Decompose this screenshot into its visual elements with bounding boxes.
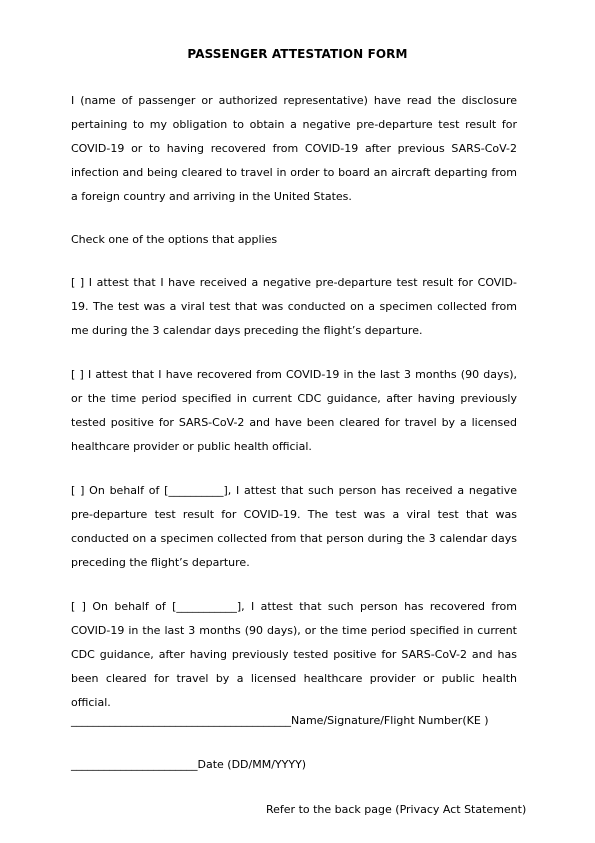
option-1-negative-test-self[interactable]: [ ] I attest that I have received a negative pre-departure test result for COVID-19. The test was a viral test that was conducted on a specimen collected from me during the 3 calendar days preceding the flight’s departure. — [71, 276, 517, 337]
refer-back-page-note: Refer to the back page (Privacy Act Statement) — [266, 803, 527, 816]
option-3-negative-test-on-behalf[interactable]: [ ] On behalf of [__________], I attest that such person has received a negative pre-departure test result for COVID-19. The test was a viral test that was conducted on a specimen collected from that person during the 3 calendar days preceding the flight’s departure. — [71, 484, 517, 569]
signature-field[interactable]: ________________________________________Name/Signature/Flight Number(KE ) — [71, 714, 489, 727]
form-title: PASSENGER ATTESTATION FORM — [187, 47, 408, 61]
option-2-recovered-self[interactable]: [ ] I attest that I have recovered from COVID-19 in the last 3 months (90 days), or the time period specified in current CDC guidance, after having previously tested positive for SARS-CoV-2 and have been cleared for travel by a licensed healthcare provider or public health official. — [71, 368, 517, 453]
option-4-recovered-on-behalf[interactable]: [ ] On behalf of [___________], I attest that such person has recovered from COVID-19 in the last 3 months (90 days), or the time period specified in current CDC guidance, after having previously tested positive for SARS-CoV-2 and has been cleared for travel by a licensed healthcare provider or public health official. — [71, 600, 517, 709]
instruction-text: Check one of the options that applies — [71, 233, 278, 246]
date-field[interactable]: _______________________Date (DD/MM/YYYY) — [71, 758, 307, 771]
intro-paragraph: I (name of passenger or authorized representative) have read the disclosure pertaining to my obligation to obtain a negative pre-departure test result for COVID-19 or to having recovered from COVID-19 after previous SARS-CoV-2 infection and being cleared to travel in order to board an aircraft departing from a foreign country and arriving in the United States. — [71, 94, 517, 203]
